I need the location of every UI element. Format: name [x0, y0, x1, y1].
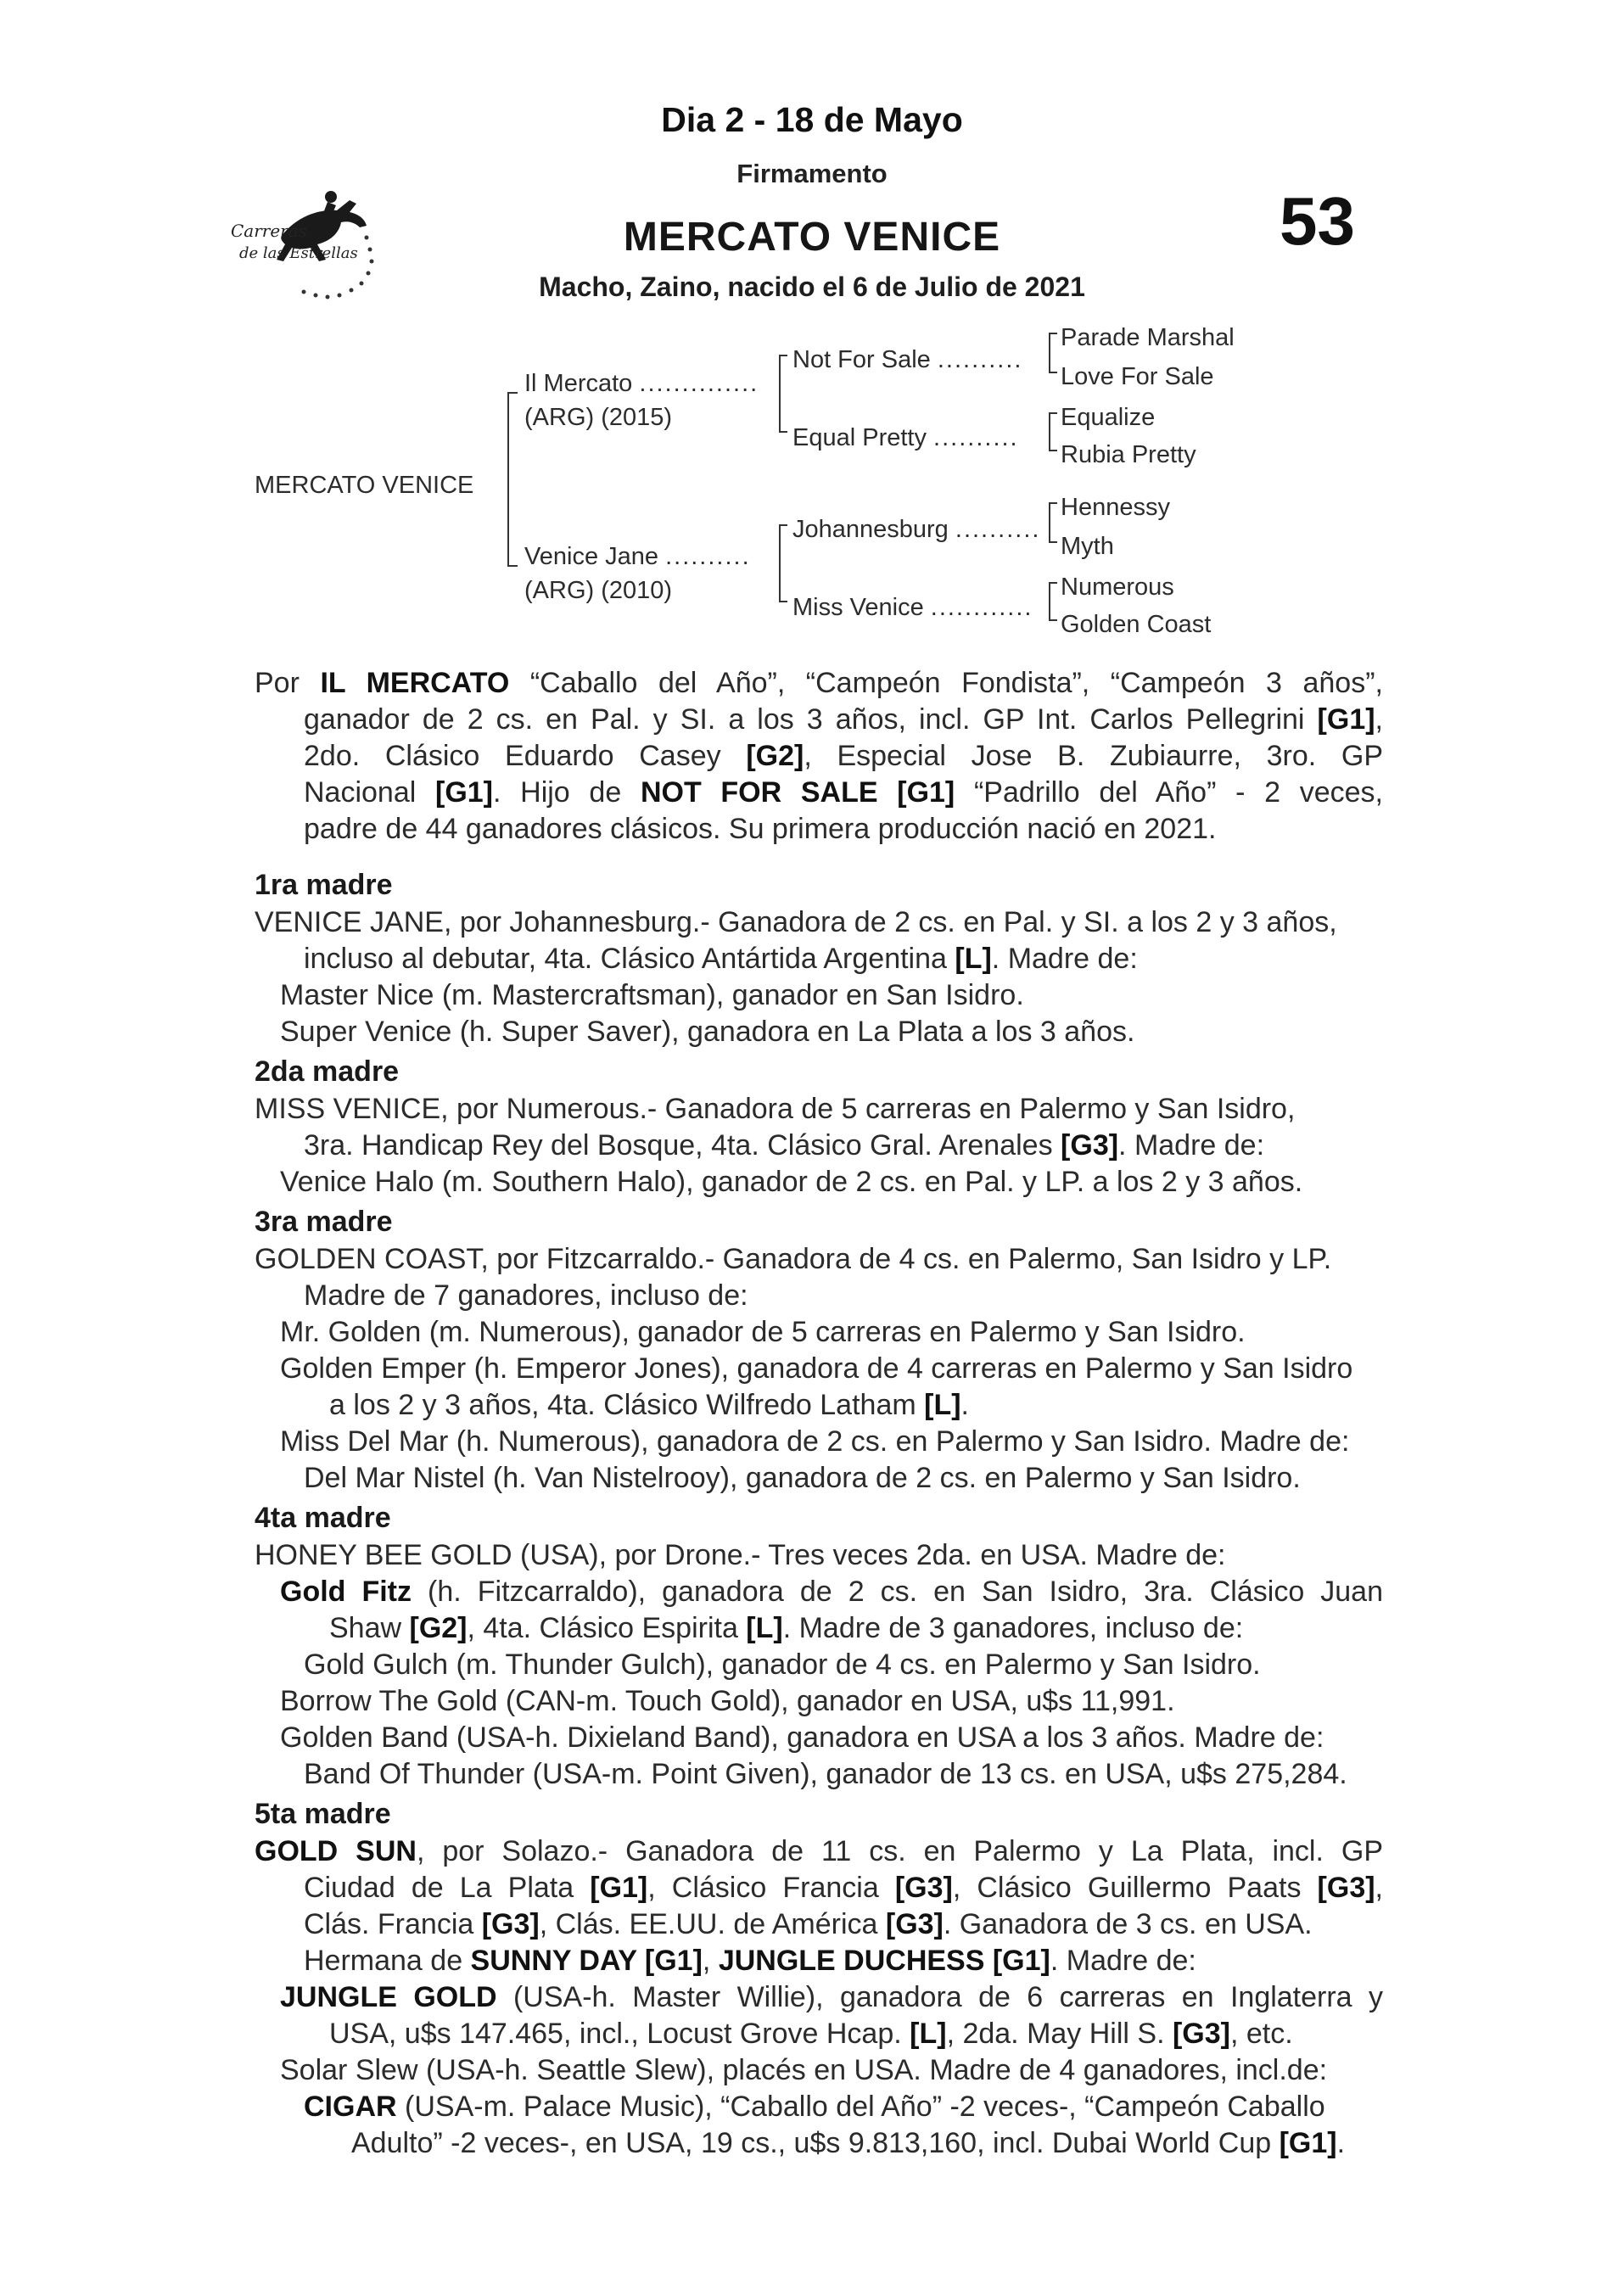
text-line: JUNGLE GOLD (USA-h. Master Willie), ganadora de 6 carreras en Inglaterra y: [280, 1981, 1384, 2013]
event-name: Firmamento: [736, 159, 888, 188]
pedigree-tick: [1049, 412, 1057, 414]
carreras-logo: [222, 185, 384, 304]
text-line: Master Nice (m. Mastercraftsman), ganador en San Isidro.: [280, 979, 1024, 1011]
text-line: 2do. Clásico Eduardo Casey [G2], Especial Jose B. Zubiaurre, 3ro. GP: [304, 740, 1384, 772]
pedigree-dam-dam: Miss Venice ............: [792, 594, 1033, 621]
text-line: Adulto” -2 veces-, en USA, 19 cs., u$s 9.813,160, incl. Dubai World Cup [G1].: [351, 2127, 1346, 2159]
pedigree-tick: [779, 524, 787, 526]
pedigree-bracket: [779, 355, 781, 433]
text-line: Super Venice (h. Super Saver), ganadora en La Plata a los 3 años.: [280, 1016, 1135, 1048]
section-title-madre4: 4ta madre: [255, 1502, 391, 1534]
text-line: Por IL MERCATO “Caballo del Año”, “Campeón Fondista”, “Campeón 3 años”,: [255, 667, 1383, 699]
pedigree-sire-dam: Equal Pretty ..........: [792, 424, 1019, 451]
text-line: Borrow The Gold (CAN-m. Touch Gold), ganador en USA, u$s 11,991.: [280, 1685, 1175, 1717]
text-line: Mr. Golden (m. Numerous), ganador de 5 carreras en Palermo y San Isidro.: [280, 1316, 1246, 1348]
text-line: Ciudad de La Plata [G1], Clásico Francia [G3], Clásico Guillermo Paats [G3],: [304, 1872, 1383, 1904]
sale-day: Dia 2 - 18 de Mayo: [661, 100, 963, 139]
pedigree-tick: [779, 355, 787, 356]
pedigree-subject: MERCATO VENICE: [255, 472, 474, 499]
pedigree-sire: Il Mercato ..............: [524, 370, 759, 397]
pedigree-gen3-5: Hennessy: [1061, 494, 1170, 521]
text-line: CIGAR (USA-m. Palace Music), “Caballo del Año” -2 veces-, “Campeón Caballo: [304, 2091, 1325, 2123]
pedigree-bracket: [779, 524, 781, 602]
pedigree-gen3-2: Love For Sale: [1061, 363, 1214, 390]
text-line: 3ra. Handicap Rey del Bosque, 4ta. Clásico Gral. Arenales [G3]. Madre de:: [304, 1129, 1265, 1161]
pedigree-dam: Venice Jane ..........: [524, 543, 751, 570]
horse-name: MERCATO VENICE: [623, 215, 1001, 260]
pedigree-gen3-7: Numerous: [1061, 574, 1174, 601]
pedigree-bracket: [1049, 333, 1050, 373]
text-line: Gold Gulch (m. Thunder Gulch), ganador de 4 cs. en Palermo y San Isidro.: [304, 1648, 1261, 1681]
text-line: Gold Fitz (h. Fitzcarraldo), ganadora de 2 cs. en San Isidro, 3ra. Clásico Juan: [280, 1576, 1383, 1608]
pedigree-tick: [1049, 619, 1057, 621]
pedigree-tick: [1049, 333, 1057, 334]
pedigree-dam-sire: Johannesburg ..........: [792, 516, 1041, 543]
text-line: Clás. Francia [G3], Clás. EE.UU. de América [G3]. Ganadora de 3 cs. en USA.: [304, 1908, 1313, 1940]
pedigree-sire-origin: (ARG) (2015): [524, 404, 673, 431]
lot-number: 53: [1280, 183, 1355, 259]
text-line: Nacional [G1]. Hijo de NOT FOR SALE [G1] “Padrillo del Año” - 2 veces,: [304, 776, 1383, 809]
pedigree-dam-origin: (ARG) (2010): [524, 577, 673, 604]
text-line: Madre de 7 ganadores, incluso de:: [304, 1279, 748, 1312]
text-line: Solar Slew (USA-h. Seattle Slew), placés en USA. Madre de 4 ganadores, incl.de:: [280, 2054, 1328, 2086]
text-line: Golden Band (USA-h. Dixieland Band), ganadora en USA a los 3 años. Madre de:: [280, 1721, 1324, 1754]
pedigree-gen3-4: Rubia Pretty: [1061, 441, 1196, 468]
pedigree-sire-sire: Not For Sale ..........: [792, 346, 1023, 373]
pedigree-tick: [1049, 502, 1057, 504]
text-line: Hermana de SUNNY DAY [G1], JUNGLE DUCHESS [G1]. Madre de:: [304, 1945, 1196, 1977]
pedigree-tick: [1049, 372, 1057, 373]
pedigree-bracket: [507, 392, 509, 567]
text-line: GOLDEN COAST, por Fitzcarraldo.- Ganadora de 4 cs. en Palermo, San Isidro y LP.: [255, 1243, 1332, 1275]
pedigree-tick: [779, 601, 787, 602]
section-title-madre5: 5ta madre: [255, 1798, 391, 1830]
logo-text-line1: Carreras: [231, 221, 307, 241]
text-line: incluso al debutar, 4ta. Clásico Antártida Argentina [L]. Madre de:: [304, 943, 1138, 975]
text-line: Del Mar Nistel (h. Van Nistelrooy), ganadora de 2 cs. en Palermo y San Isidro.: [304, 1462, 1301, 1494]
text-line: Band Of Thunder (USA-m. Point Given), ganador de 13 cs. en USA, u$s 275,284.: [304, 1758, 1347, 1790]
pedigree-gen3-3: Equalize: [1061, 404, 1156, 431]
text-line: USA, u$s 147.465, incl., Locust Grove Hcap. [L], 2da. May Hill S. [G3], etc.: [329, 2018, 1293, 2050]
text-line: ganador de 2 cs. en Pal. y SI. a los 3 años, incl. GP Int. Carlos Pellegrini [G1],: [304, 703, 1383, 736]
pedigree-tick: [1049, 541, 1057, 543]
text-line: a los 2 y 3 años, 4ta. Clásico Wilfredo Latham [L].: [329, 1389, 969, 1421]
text-line: Venice Halo (m. Southern Halo), ganador de 2 cs. en Pal. y LP. a los 2 y 3 años.: [280, 1166, 1303, 1198]
pedigree-gen3-8: Golden Coast: [1061, 611, 1212, 638]
pedigree-bracket: [1049, 412, 1050, 451]
pedigree-gen3-1: Parade Marshal: [1061, 324, 1235, 351]
pedigree-bracket: [1049, 502, 1050, 543]
text-line: HONEY BEE GOLD (USA), por Drone.- Tres veces 2da. en USA. Madre de:: [255, 1539, 1226, 1571]
text-line: VENICE JANE, por Johannesburg.- Ganadora de 2 cs. en Pal. y SI. a los 2 y 3 años,: [255, 906, 1337, 938]
text-line: Shaw [G2], 4ta. Clásico Espirita [L]. Madre de 3 ganadores, incluso de:: [329, 1612, 1244, 1644]
text-line: GOLD SUN, por Solazo.- Ganadora de 11 cs. en Palermo y La Plata, incl. GP: [255, 1835, 1383, 1867]
pedigree-bracket: [1049, 582, 1050, 621]
logo-text-line2: de las Estrellas: [239, 244, 358, 262]
section-title-madre2: 2da madre: [255, 1055, 400, 1088]
section-title-madre1: 1ra madre: [255, 869, 393, 901]
text-line: Miss Del Mar (h. Numerous), ganadora de 2 cs. en Palermo y San Isidro. Madre de:: [280, 1425, 1350, 1458]
horse-description: Macho, Zaino, nacido el 6 de Julio de 2021: [539, 271, 1085, 302]
section-title-madre3: 3ra madre: [255, 1206, 393, 1238]
pedigree-tick: [1049, 582, 1057, 584]
pedigree-gen3-6: Myth: [1061, 533, 1114, 560]
text-line: MISS VENICE, por Numerous.- Ganadora de 5 carreras en Palermo y San Isidro,: [255, 1093, 1296, 1125]
pedigree-tick: [779, 431, 787, 433]
text-line: Golden Emper (h. Emperor Jones), ganadora de 4 carreras en Palermo y San Isidro: [280, 1352, 1353, 1385]
pedigree-tick: [507, 392, 518, 394]
pedigree-tick: [507, 565, 518, 567]
text-line: padre de 44 ganadores clásicos. Su primera producción nació en 2021.: [304, 813, 1217, 845]
pedigree-tick: [1049, 450, 1057, 451]
